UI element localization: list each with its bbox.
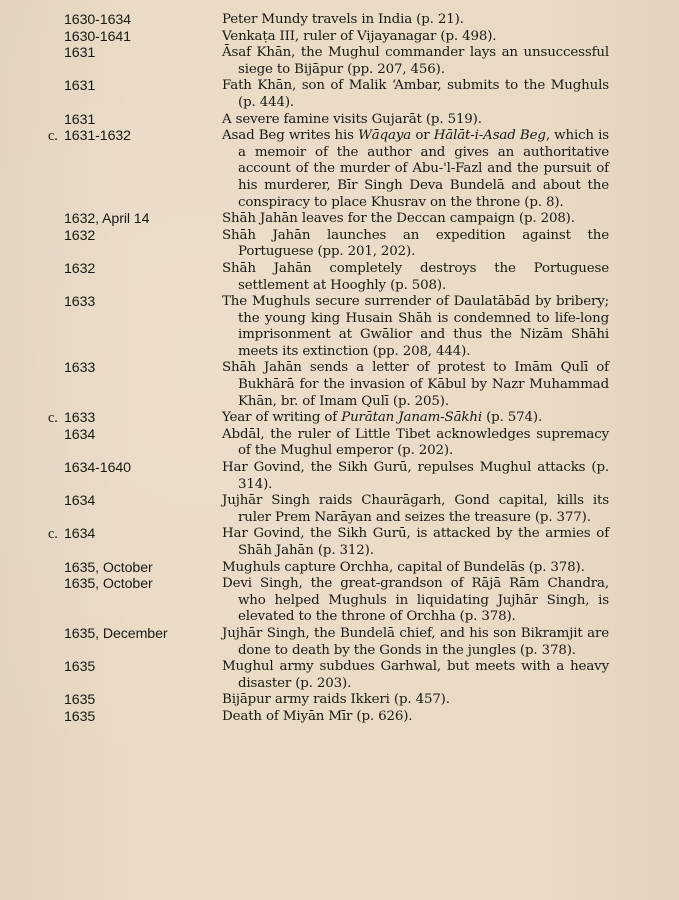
date-value: 1632, April 14 xyxy=(64,211,150,228)
chronology-entry xyxy=(0,211,679,228)
entry-date xyxy=(48,560,218,577)
chronology-list xyxy=(0,12,679,726)
italic-title: Purātan Janam-Sākhi xyxy=(341,410,482,426)
text-segment: (p. 574). xyxy=(481,410,543,426)
date-value: 1634 xyxy=(64,493,96,510)
entry-description: Har Govind, the Sikh Gurū, repulses Mughul attacks (p. 314). xyxy=(222,460,609,492)
entry-date xyxy=(48,128,218,145)
entry-date xyxy=(48,493,218,510)
entry-description xyxy=(222,410,609,427)
date-value: 1634-1640 xyxy=(64,460,131,477)
entry-description: Shāh Jahān launches an expedition against the Portuguese (pp. 201, 202). xyxy=(222,227,609,260)
entry-description: Death of Miyān Mīr (p. 626). xyxy=(222,708,413,724)
chronology-entry xyxy=(0,692,679,709)
entry-date xyxy=(48,526,218,543)
date-value: 1632 xyxy=(64,227,96,244)
entry-description: Shāh Jahān sends a letter of protest to Imām Qulī of Bukhārā for the invasion of Kābul by Nazr Muhammad Khān, br. of Imam Qulī (p. 205). xyxy=(222,360,609,409)
date-value: 1631 xyxy=(64,45,96,62)
entry-description: Fath Khān, son of Malik ‘Ambar, submits to the Mughuls (p. 444). xyxy=(222,78,609,110)
text-segment: Asad Beg writes his xyxy=(222,128,359,144)
date-value: 1634 xyxy=(64,426,96,443)
entry-description xyxy=(222,128,609,211)
date-value: 1635, October xyxy=(64,559,153,576)
date-value: 1635 xyxy=(64,708,96,725)
text-segment: , which is a memoir of the author and gives an authoritative account of the murder of Abu-'l-Fazl and the pursuit of his murderer, Bīr Singh Deva Bundelā and about the conspiracy to place Khusrav on the throne (p. 8). xyxy=(238,128,610,210)
chronology-entry xyxy=(0,78,679,111)
circa-marker: c. xyxy=(48,410,58,427)
date-value: 1632 xyxy=(64,260,96,277)
chronology-entry xyxy=(0,493,679,526)
date-value: 1630-1634 xyxy=(64,12,131,28)
entry-date xyxy=(48,45,218,62)
chronology-entry xyxy=(0,261,679,294)
entry-date xyxy=(48,626,218,643)
chronology-entry xyxy=(0,228,679,261)
circa-marker: c. xyxy=(48,128,58,145)
date-value: 1633 xyxy=(64,410,96,427)
italic-title: Wāqaya xyxy=(358,128,412,144)
date-value: 1633 xyxy=(64,360,96,377)
chronology-entry xyxy=(0,360,679,410)
entry-date xyxy=(48,659,218,676)
entry-description: Mughul army subdues Garhwal, but meets with a heavy disaster (p. 203). xyxy=(222,659,609,691)
date-value: 1635 xyxy=(64,692,96,709)
entry-date xyxy=(48,460,218,477)
entry-date xyxy=(48,112,218,129)
entry-description: Devi Singh, the great-grandson of Rājā Rām Chandra, who helped Mughuls in liquidating Jujhār Singh, is elevated to the throne of Orchha (p. 378). xyxy=(222,576,609,625)
entry-date xyxy=(48,294,218,311)
date-value: 1635, December xyxy=(64,625,168,642)
entry-date xyxy=(48,228,218,245)
entry-description: Har Govind, the Sikh Gurū, is attacked by the armies of Shāh Jahān (p. 312). xyxy=(222,526,609,558)
date-value: 1635 xyxy=(64,659,96,676)
entry-date xyxy=(48,12,218,29)
chronology-entry xyxy=(0,112,679,129)
entry-description: Mughuls capture Orchha, capital of Bundelās (p. 378). xyxy=(222,559,585,575)
chronology-entry xyxy=(0,29,679,46)
entry-description: Jujhār Singh raids Chaurāgarh, Gond capital, kills its ruler Prem Narāyan and seizes the treasure (p. 377). xyxy=(222,493,609,525)
entry-date xyxy=(48,709,218,726)
entry-date xyxy=(48,211,218,228)
entry-description: Jujhār Singh, the Bundelā chief, and his son Bikramjit are done to death by the Gonds in the jungles (p. 378). xyxy=(222,625,609,658)
circa-marker: c. xyxy=(48,526,58,543)
entry-date xyxy=(48,427,218,444)
entry-date xyxy=(48,78,218,95)
entry-date xyxy=(48,576,218,593)
text-segment: Year of writing of xyxy=(222,410,342,426)
chronology-entry xyxy=(0,626,679,659)
date-value: 1631-1632 xyxy=(64,128,131,145)
italic-title: Hālāt-i-Asad Beg xyxy=(433,128,546,144)
entry-date xyxy=(48,360,218,377)
chronology-entry xyxy=(0,12,679,29)
chronology-entry xyxy=(0,709,679,726)
date-value: 1635, October xyxy=(64,576,153,593)
chronology-entry xyxy=(0,460,679,493)
date-value: 1634 xyxy=(64,526,96,543)
entry-description: Abdāl, the ruler of Little Tibet acknowledges supremacy of the Mughul emperor (p. 202). xyxy=(222,426,609,459)
entry-description: Venkaṭa III, ruler of Vijayanagar (p. 498). xyxy=(222,28,497,44)
entry-description: The Mughuls secure surrender of Daulatābād by bribery; the young king Husain Shāh is condemned to life-long imprisonment at Gwālior and thus the Nizām Shāhi meets its extinction (pp. 208, 444). xyxy=(222,294,609,359)
chronology-entry xyxy=(0,128,679,211)
date-value: 1631 xyxy=(64,78,96,95)
chronology-entry xyxy=(0,294,679,360)
text-segment: or xyxy=(411,128,434,144)
chronology-entry xyxy=(0,427,679,460)
date-value: 1630-1641 xyxy=(64,28,131,45)
entry-description: Peter Mundy travels in India (p. 21). xyxy=(222,12,464,27)
chronology-entry xyxy=(0,526,679,559)
entry-description: A severe famine visits Gujarāt (p. 519). xyxy=(222,111,482,127)
date-value: 1633 xyxy=(64,294,96,311)
chronology-entry xyxy=(0,560,679,577)
entry-description: Shāh Jahān completely destroys the Portuguese settlement at Hooghly (p. 508). xyxy=(222,260,609,293)
entry-description: Bijāpur army raids Ikkeri (p. 457). xyxy=(222,692,450,708)
chronology-entry xyxy=(0,45,679,78)
date-value: 1631 xyxy=(64,111,96,128)
entry-date xyxy=(48,692,218,709)
chronology-entry xyxy=(0,576,679,626)
chronology-entry xyxy=(0,659,679,692)
entry-date xyxy=(48,410,218,427)
chronology-entry xyxy=(0,410,679,427)
entry-description: Āsaf Khān, the Mughul commander lays an unsuccessful siege to Bijāpur (pp. 207, 456). xyxy=(222,45,609,77)
entry-date xyxy=(48,29,218,46)
entry-date xyxy=(48,261,218,278)
entry-description: Shāh Jahān leaves for the Deccan campaign (p. 208). xyxy=(222,211,575,227)
